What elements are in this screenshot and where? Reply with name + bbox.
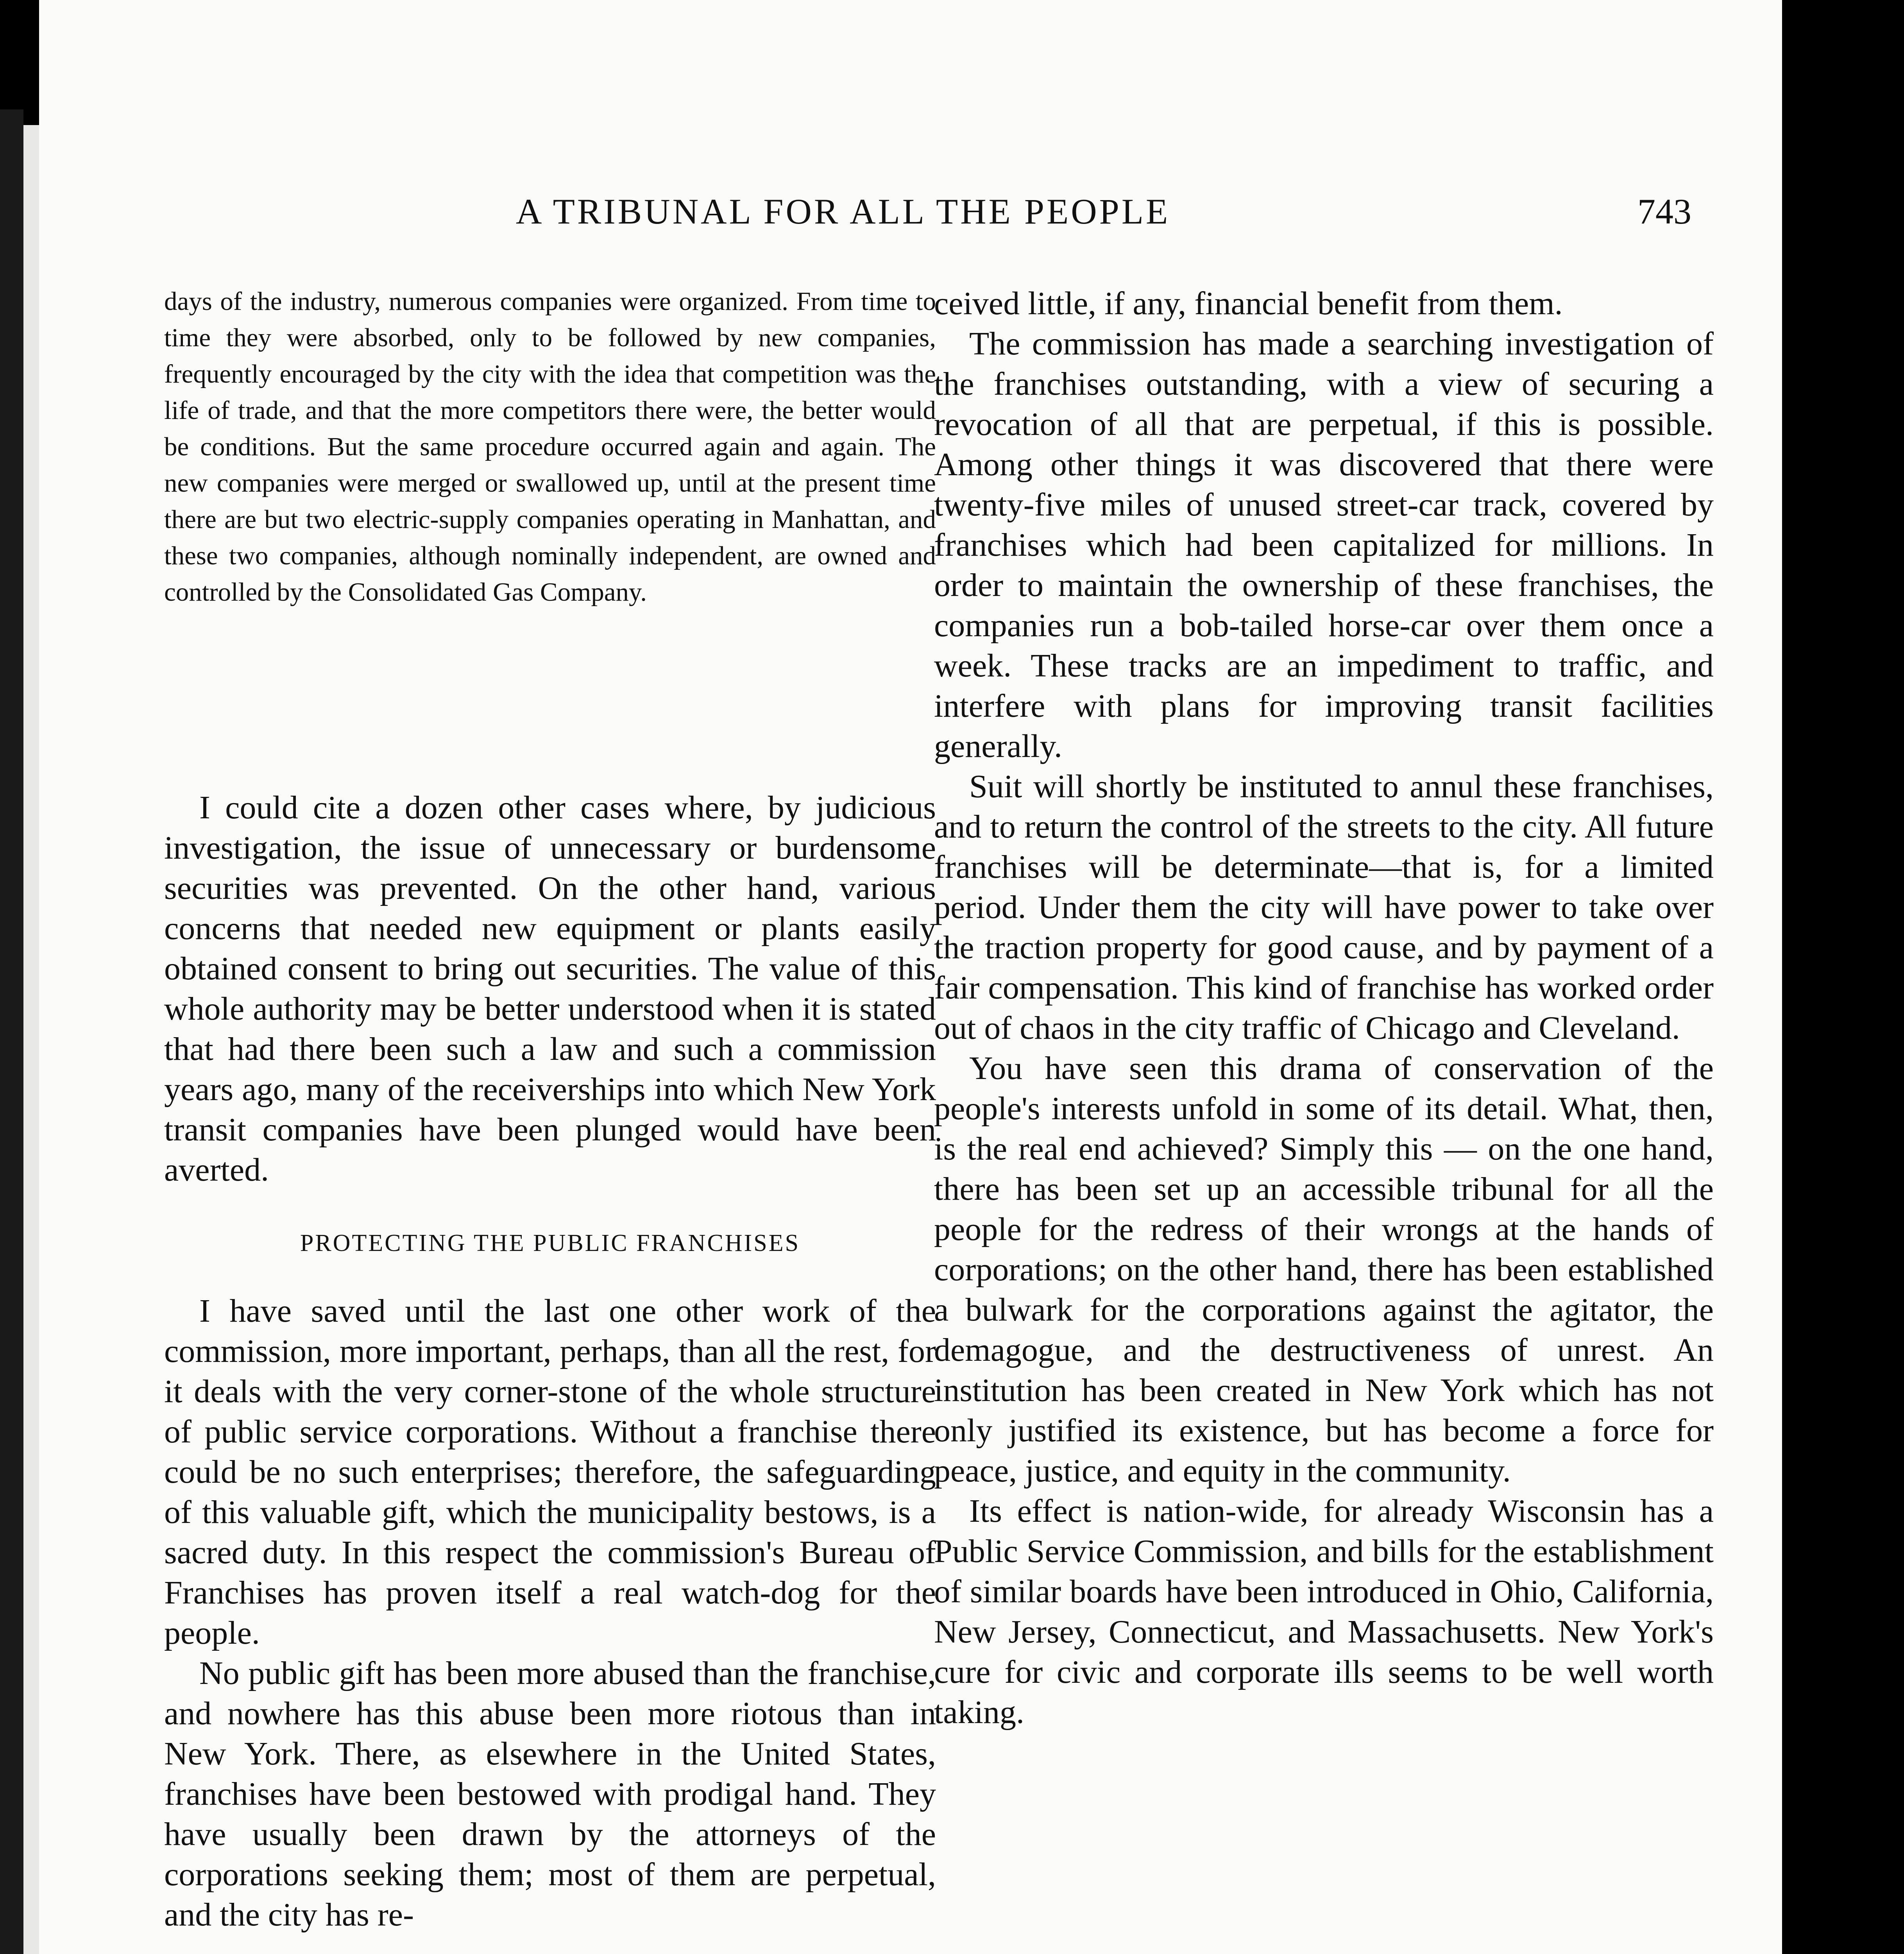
page-header (39, 191, 1782, 245)
right-column (934, 283, 1714, 1732)
paragraph: Its effect is nation-wide, for already Wisconsin has a Public Service Commission, and bills for the establishment of similar boards have been introduced in Ohio, California, New Jersey, Connecticut, and Massachusetts. New York's cure for civic and corporate ills seems to be well worth taking. (934, 1493, 1714, 1730)
paragraph: I have saved until the last one other work of the commission, more important, perhaps, than all the rest, for it deals with the very corner-stone of the whole structure of public service corporations. Without a franchise there could be no such enterprises; therefore, the safeguarding of this valuable gift, which the municipality bestows, is a sacred duty. In this respect the commission's Bureau of Franchises has proven itself a real watch-dog for the people. (164, 1293, 936, 1651)
facing-page-strip (23, 125, 39, 1954)
section-subheading: PROTECTING THE PUBLIC FRANCHISES (300, 1230, 800, 1256)
paragraph: No public gift has been more abused than the franchise, and nowhere has this abuse been more riotous than in New York. There, as elsewhere in the United States, franchises have been bestowed with prodigal hand. They have usually been drawn by the attorneys of the corporations seeking them; most of them are perpetual, and the city has re- (164, 1655, 936, 1933)
paragraph: I could cite a dozen other cases where, by judicious investigation, the issue of unnecessary or burdensome securities was prevented. On the other hand, various concerns that needed new equipment or plants easily obtained consent to bring out securities. The value of this whole authority may be better understood when it is stated that had there been such a law and such a commission years ago, many of the receiverships into which New York transit companies have been plunged would have been averted. (164, 789, 936, 1188)
paragraph: The commission has made a searching investigation of the franchises outstanding, with a view of securing a revocation of all that are perpetual, if this is possible. Among other things it was discovered that there were twenty-five miles of unused street-car track, covered by franchises which had been capitalized for millions. In order to maintain the ownership of these franchises, the companies run a bob-tailed horse-car over them once a week. These tracks are an impediment to traffic, and interfere with plans for improving transit facilities generally. (934, 326, 1714, 764)
left-column (164, 787, 936, 1935)
quote-text: days of the industry, numerous companies were organized. From time to time they were absorbed, only to be followed by new companies, frequently encouraged by the city with the idea that competition was the life of trade, and that the more competitors there were, the better would be conditions. But the same procedure occurred again and again. The new companies were merged or swallowed up, until at the present time there are but two electric-supply companies operating in Manhattan, and these two companies, although nominally independent, are owned and controlled by the Consolidated Gas Company. (164, 287, 936, 607)
paragraph: Suit will shortly be instituted to annul these franchises, and to return the control of the streets to the city. All future franchises will be determinate—that is, for a limited period. Under them the city will have power to take over the traction property for good cause, and by payment of a fair compensation. This kind of franchise has worked order out of chaos in the city traffic of Chicago and Cleveland. (934, 768, 1714, 1046)
left-column-quote (164, 283, 936, 610)
paragraph: You have seen this drama of conservation of the people's interests unfold in some of its detail. What, then, is the real end achieved? Simply this — on the one hand, there has been set up an accessible tribunal for all the people for the redress of their wrongs at the hands of corporations; on the other hand, there has been established a bulwark for the corporations against the agitator, the demagogue, and the destructiveness of unrest. An institution has been created in New York which has not only justified its existence, but has become a force for peace, justice, and equity in the community. (934, 1050, 1714, 1489)
facing-page-edge (0, 109, 23, 1954)
page-number: 743 (1637, 191, 1691, 231)
book-page (39, 0, 1782, 1954)
running-title: A TRIBUNAL FOR ALL THE PEOPLE (516, 191, 1170, 231)
paragraph: ceived little, if any, financial benefit from them. (934, 285, 1563, 322)
